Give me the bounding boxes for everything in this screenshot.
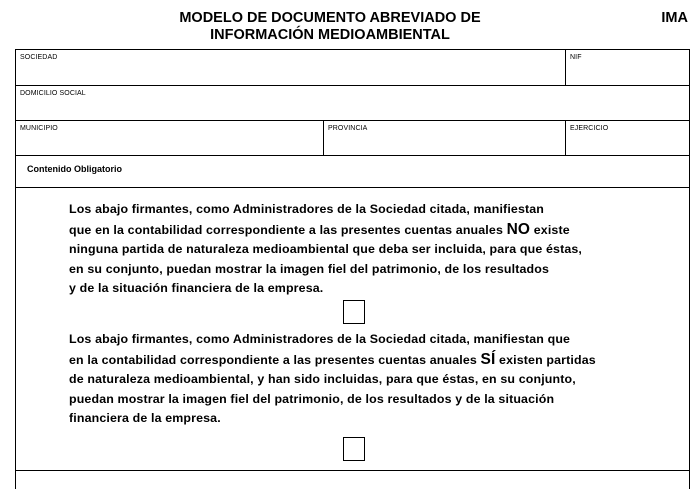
sociedad-label: SOCIEDAD — [20, 54, 58, 61]
declaration-no-line-2-start: que en la contabilidad correspondiente a las presentes cuentas anuales — [69, 222, 507, 237]
declaration-no-line-1: Los abajo firmantes, como Administradores de la Sociedad citada, manifiestan — [69, 202, 545, 216]
declaration-no-line-3: ninguna partida de naturaleza medioambiental que deba ser incluida, para que éstas, — [69, 242, 583, 256]
form-code: IMA — [661, 10, 688, 26]
row-domicilio — [16, 86, 689, 121]
declaration-no-line-2 — [69, 220, 669, 241]
declaration-si-line-2-end: existen partidas — [495, 352, 596, 367]
bottom-divider — [16, 470, 689, 471]
declaration-si-line-1: Los abajo firmantes, como Administradores de la Sociedad citada, manifiestan que — [69, 332, 571, 346]
declaration-si — [69, 330, 669, 429]
declaration-no-line-4: en su conjunto, puedan mostrar la imagen fiel del patrimonio, de los resultados — [69, 261, 550, 276]
title-line-1: MODELO DE DOCUMENTO ABREVIADO DE — [179, 10, 481, 26]
provincia-label: PROVINCIA — [328, 125, 368, 132]
si-emphasis: SÍ — [480, 350, 496, 368]
domicilio-social-label: DOMICILIO SOCIAL — [20, 90, 86, 97]
declaration-no-line-5: y de la situación financiera de la empresa. — [69, 281, 324, 295]
declaration-si-line-2 — [69, 350, 669, 371]
checkbox-si[interactable] — [343, 437, 365, 461]
municipio-label: MUNICIPIO — [20, 125, 58, 132]
municipio-field[interactable] — [16, 121, 323, 155]
declaration-si-line-5: financiera de la empresa. — [69, 411, 221, 425]
title-line-2: INFORMACIÓN MEDIOAMBIENTAL — [210, 27, 450, 43]
form-frame — [15, 49, 690, 489]
declaration-no — [69, 200, 669, 299]
document-title — [150, 10, 510, 44]
checkbox-no[interactable] — [343, 300, 365, 324]
nif-label: NIF — [570, 54, 582, 61]
nif-field[interactable] — [565, 50, 689, 85]
sociedad-field[interactable] — [16, 50, 565, 85]
row-municipio — [16, 121, 689, 156]
declaration-si-line-2-start: en la contabilidad correspondiente a las presentes cuentas anuales — [69, 352, 481, 367]
no-emphasis: NO — [506, 220, 531, 238]
domicilio-social-field[interactable] — [16, 86, 689, 120]
declaration-no-line-2-end: existe — [530, 222, 570, 237]
ejercicio-label: EJERCICIO — [570, 125, 609, 132]
provincia-field[interactable] — [323, 121, 565, 155]
contenido-obligatorio-label: Contenido Obligatorio — [27, 164, 122, 174]
row-sociedad — [16, 50, 689, 86]
declaration-si-line-4: puedan mostrar la imagen fiel del patrimonio, de los resultados y de la situación — [69, 391, 555, 406]
declaration-si-line-3: de naturaleza medioambiental, y han sido incluidas, para que éstas, en su conjunto, — [69, 372, 576, 386]
ejercicio-field[interactable] — [565, 121, 689, 155]
